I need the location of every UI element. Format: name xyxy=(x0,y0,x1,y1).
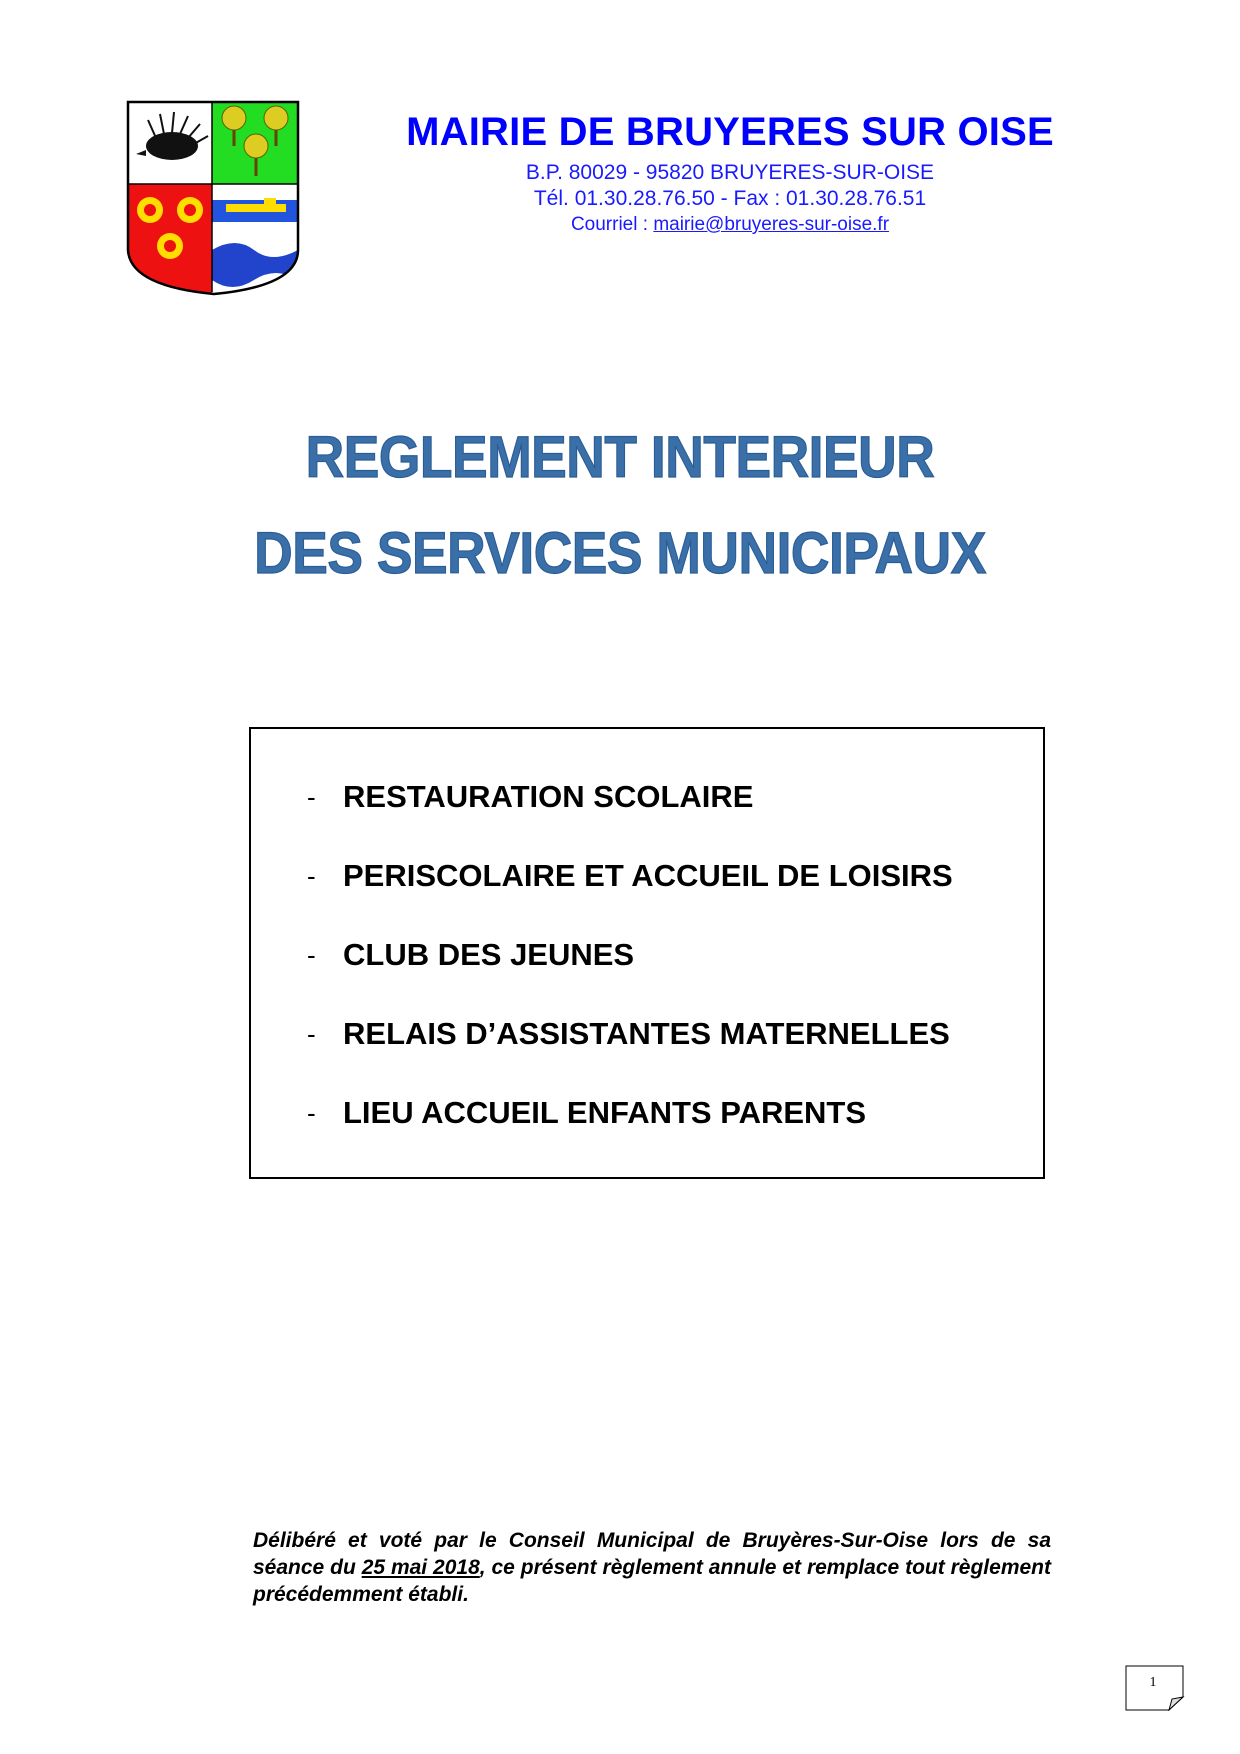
letterhead xyxy=(340,104,1120,238)
email-line xyxy=(340,212,1120,238)
note-part-1: Délibéré et voté par le Conseil Municipal de Bruyères-Sur-Oise lors de sa séance du xyxy=(253,1529,1051,1579)
email-label: Courriel : xyxy=(570,214,654,235)
page-number: 1 xyxy=(1149,1675,1157,1690)
service-item xyxy=(307,856,953,935)
coat-of-arms-icon xyxy=(126,100,302,296)
deliberation-note xyxy=(253,1527,1051,1608)
services-box xyxy=(249,727,1045,1179)
service-label: PERISCOLAIRE ET ACCUEIL DE LOISIRS xyxy=(343,858,953,893)
email-link[interactable]: mairie@bruyeres-sur-oise.fr xyxy=(653,214,890,235)
postal-address: B.P. 80029 - 95820 BRUYERES-SUR-OISE xyxy=(525,161,935,184)
service-item xyxy=(307,935,953,1014)
note-part-2: , ce présent règlement annule et remplace tout règlement précédemment établi. xyxy=(253,1556,1051,1606)
service-item xyxy=(307,1014,953,1093)
service-label: RESTAURATION SCOLAIRE xyxy=(343,779,754,814)
bullet-dash: - xyxy=(307,782,316,812)
bullet-dash: - xyxy=(307,1019,316,1049)
bullet-dash: - xyxy=(307,861,316,891)
service-item xyxy=(307,1093,953,1172)
org-name: MAIRIE DE BRUYERES SUR OISE xyxy=(406,110,1054,154)
service-label: CLUB DES JEUNES xyxy=(343,937,635,972)
session-date: 25 mai 2018 xyxy=(361,1556,480,1579)
service-label: RELAIS D’ASSISTANTES MATERNELLES xyxy=(343,1016,950,1051)
document-title-line-2: DES SERVICES MUNICIPAUX xyxy=(254,521,986,586)
bullet-dash: - xyxy=(307,1098,316,1128)
service-label: LIEU ACCUEIL ENFANTS PARENTS xyxy=(343,1095,867,1130)
bullet-dash: - xyxy=(307,940,316,970)
page-number-box xyxy=(1125,1665,1185,1711)
phone-fax: Tél. 01.30.28.76.50 - Fax : 01.30.28.76.51 xyxy=(533,187,927,210)
document-title-line-1: REGLEMENT INTERIEUR xyxy=(305,425,935,490)
service-item xyxy=(307,777,953,856)
services-list xyxy=(307,777,953,1172)
